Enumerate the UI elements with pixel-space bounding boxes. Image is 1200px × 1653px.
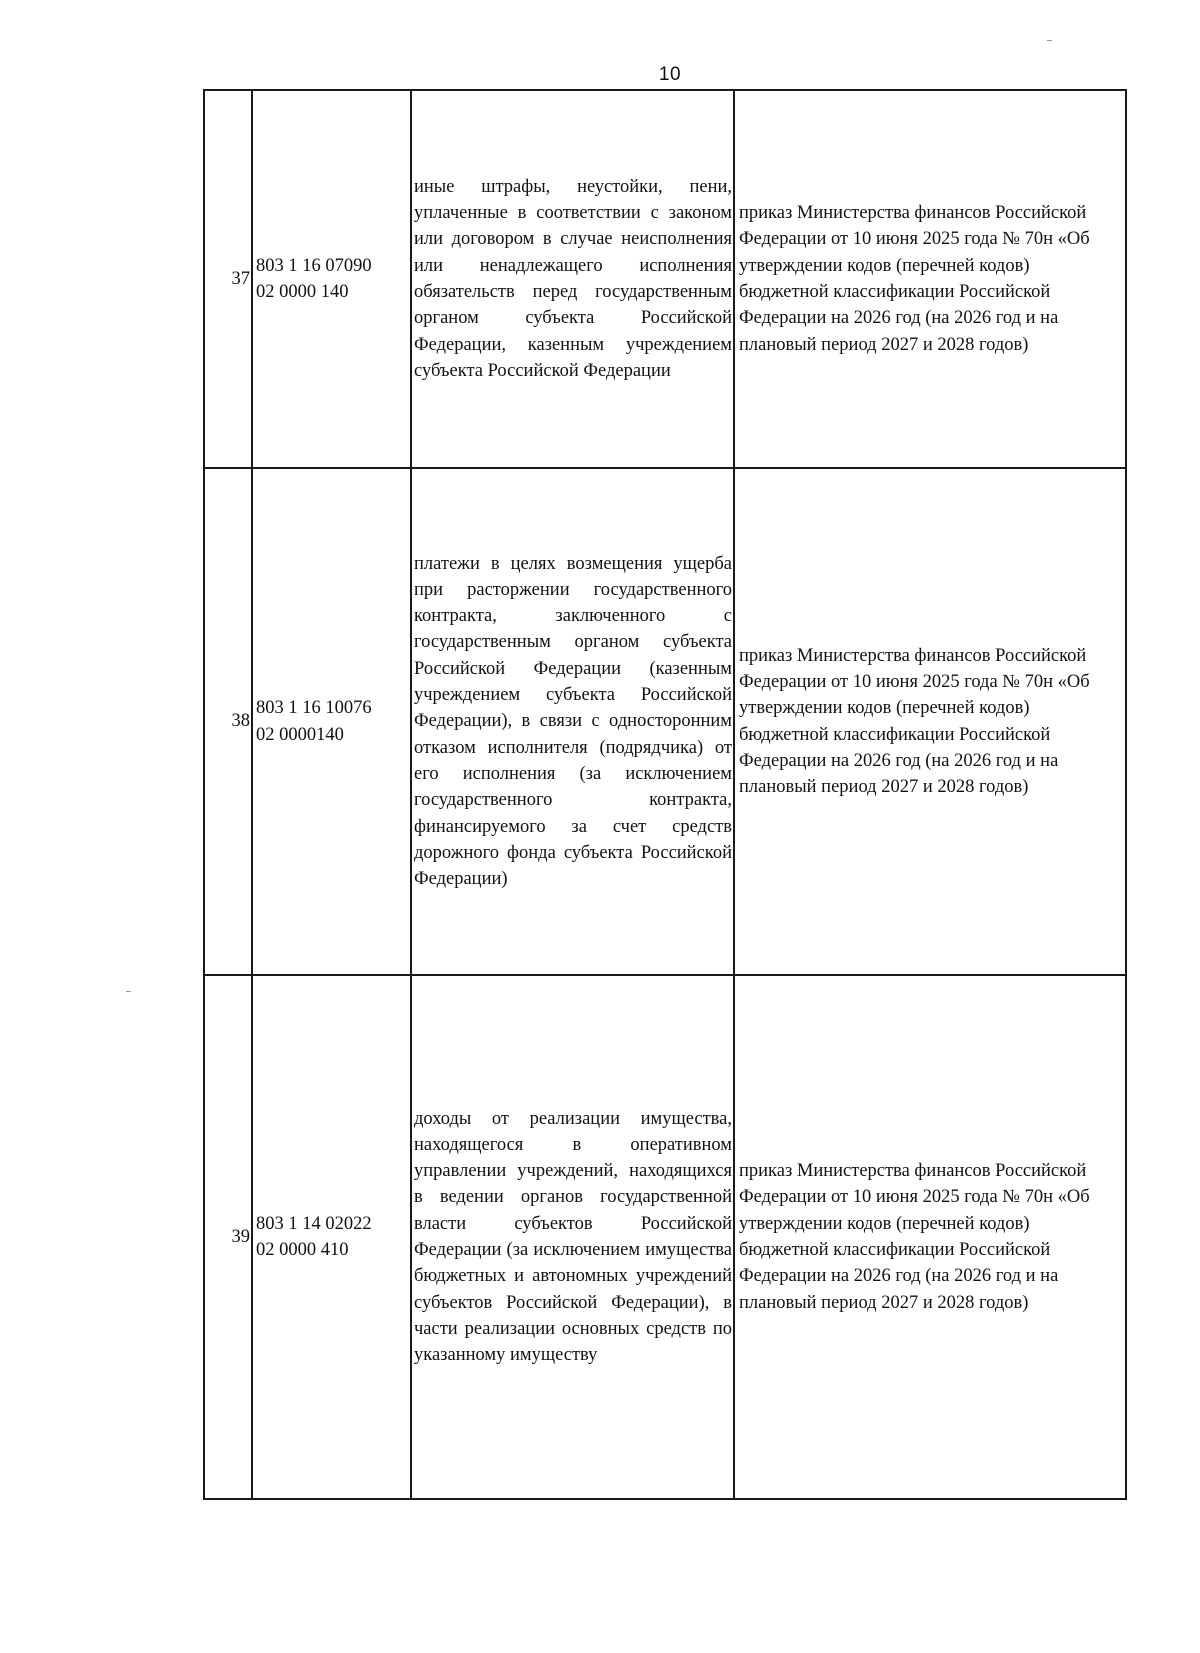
budget-code — [252, 90, 411, 468]
legal-basis: приказ Министерства финансов Российской Федерации от 10 июня 2025 года № 70н «Об утверждении кодов (перечней кодов) бюджетной классификации Российской Федерации на 2026 год (на 2026 год и на плановый период 2027 и 2028 годов) — [734, 468, 1126, 975]
budget-code-line: 803 1 16 07090 — [256, 255, 372, 276]
income-description: платежи в целях возмещения ущерба при расторжении государственного контракта, заключенного с государственным органом субъекта Российской Федерации (казенным учреждением субъекта Российской Федерации), в связи с односторонним отказом исполнителя (подрядчика) от его исполнения (за исключением государственного контракта, финансируемого за счет средств дорожного фонда субъекта Российской Федерации) — [411, 468, 734, 975]
row-number: 37 — [204, 90, 252, 468]
scan-artifact-mark — [1047, 40, 1052, 41]
budget-codes-table — [203, 89, 1127, 1500]
budget-code — [252, 975, 411, 1499]
budget-code-line: 803 1 14 02022 — [256, 1213, 372, 1234]
budget-code-line: 02 0000140 — [256, 724, 344, 745]
table-row — [204, 468, 1126, 975]
budget-code-line: 02 0000 410 — [256, 1240, 349, 1260]
legal-basis: приказ Министерства финансов Российской Федерации от 10 июня 2025 года № 70н «Об утверждении кодов (перечней кодов) бюджетной классификации Российской Федерации на 2026 год (на 2026 год и на плановый период 2027 и 2028 годов) — [734, 90, 1126, 468]
table-row — [204, 975, 1126, 1499]
budget-code — [252, 468, 411, 975]
row-number: 39 — [204, 975, 252, 1499]
page-number: 10 — [658, 64, 682, 85]
legal-basis: приказ Министерства финансов Российской Федерации от 10 июня 2025 года № 70н «Об утверждении кодов (перечней кодов) бюджетной классификации Российской Федерации на 2026 год (на 2026 год и на плановый период 2027 и 2028 годов) — [734, 975, 1126, 1499]
income-description: доходы от реализации имущества, находящегося в оперативном управлении учреждений, находящихся в ведении органов государственной власти субъектов Российской Федерации (за исключением имущества бюджетных и автономных учреждений субъектов Российской Федерации), в части реализации основных средств по указанному имуществу — [411, 975, 734, 1499]
row-number: 38 — [204, 468, 252, 975]
budget-code-line: 02 0000 140 — [256, 282, 349, 302]
budget-code-line: 803 1 16 10076 — [256, 698, 372, 719]
income-description: иные штрафы, неустойки, пени, уплаченные в соответствии с законом или договором в случае неисполнения или ненадлежащего исполнения обязательств перед государственным органом субъекта Российской Федерации, казенным учреждением субъекта Российской Федерации — [411, 90, 734, 468]
table-row — [204, 90, 1126, 468]
scan-artifact-mark — [126, 991, 131, 992]
